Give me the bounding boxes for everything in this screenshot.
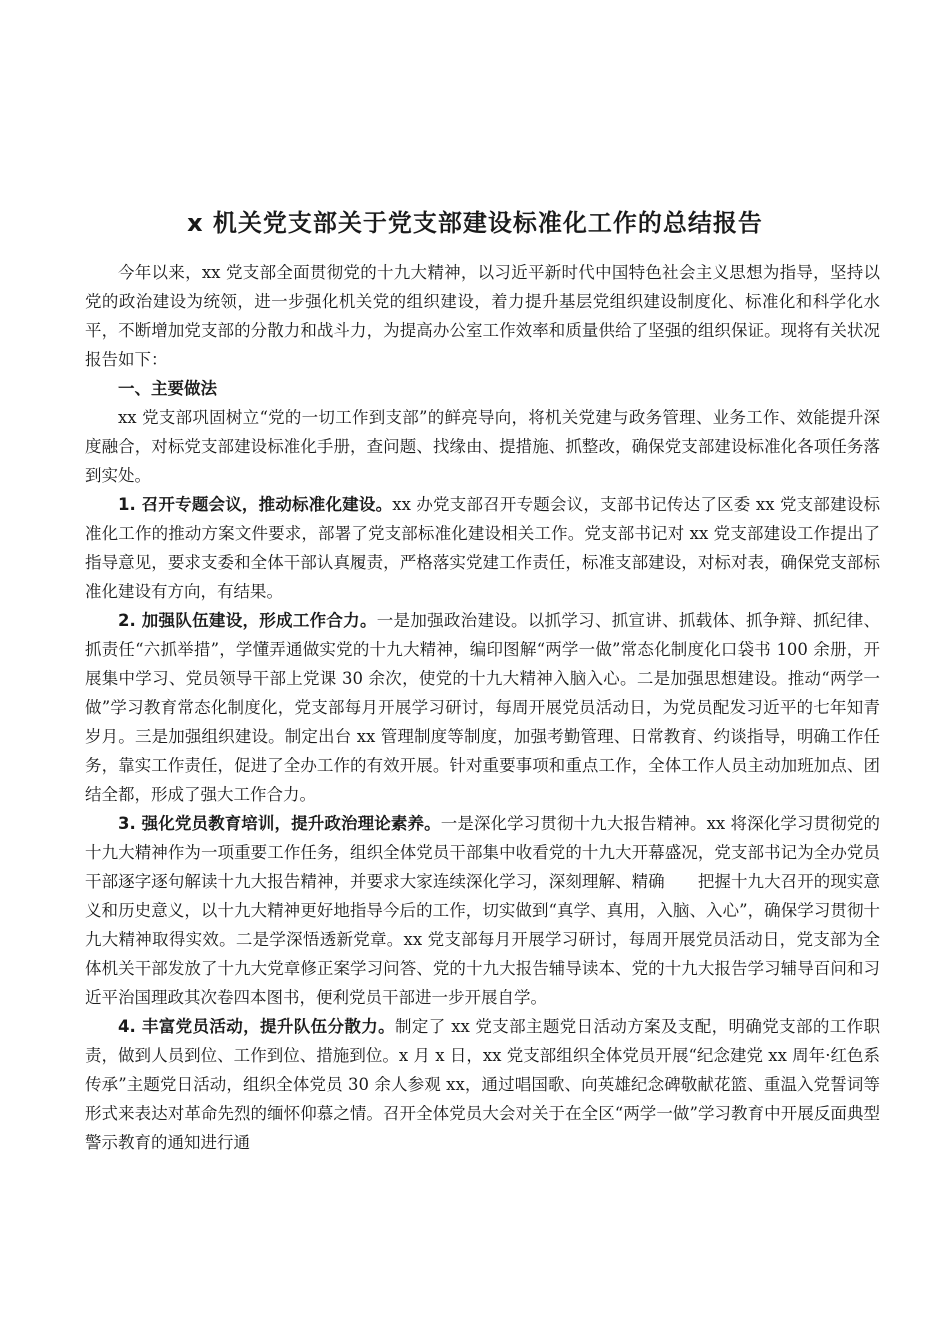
item-2-heading: 2. 加强队伍建设，形成工作合力。 <box>118 611 377 630</box>
item-3-text: 一是深化学习贯彻十九大报告精神。xx 将深化学习贯彻党的十九大精神作为一项重要工作任务，组织全体党员干部集中收看党的十九大开幕盛况，党支部书记为全办党员干部逐字逐句解读十九大报告精神，并要求大家连续深化学习，深刻理解、精确 把握十九大召开的现实意义和历史意义，以十九大精神更好地指导今后的工作，切实做到“真学、真用，入脑、入心”，确保学习贯彻十九大精神取得实效。二是学深悟透新党章。xx 党支部每月开展学习研讨，每周开展党员活动日，党支部为全体机关干部发放了十九大党章修正案学习问答、党的十九大报告辅导读本、党的十九大报告学习辅导百问和习近平治国理政其次卷四本图书，便利党员干部进一步开展自学。 <box>85 814 880 1007</box>
item-1-text: xx 办党支部召开专题会议，支部书记传达了区委 xx 党支部建设标准化工作的推动方案文件要求，部署了党支部标准化建设相关工作。党支部书记对 xx 党支部建设工作提出了指导意见，要求支委和全体干部认真履责，严格落实党建工作责任，标准支部建设，对标对表，确保党支部标准化建设有方向，有结果。 <box>85 495 880 601</box>
item-2-paragraph <box>85 606 880 809</box>
section-intro-paragraph: xx 党支部巩固树立“党的一切工作到支部”的鲜亮导向，将机关党建与政务管理、业务工作、效能提升深度融合，对标党支部建设标准化手册，查问题、找缘由、提措施、抓整改，确保党支部建设标准化各项任务落到实处。 <box>85 408 880 485</box>
item-3-heading: 3. 强化党员教育培训，提升政治理论素养。 <box>118 814 441 833</box>
item-1-heading: 1. 召开专题会议，推动标准化建设。 <box>118 495 393 514</box>
document-title: x 机关党支部关于党支部建设标准化工作的总结报告 <box>187 209 763 237</box>
document-body <box>85 258 880 1157</box>
section-heading: 一、主要做法 <box>118 379 217 398</box>
item-2-text: 一是加强政治建设。以抓学习、抓宣讲、抓载体、抓争辩、抓纪律、抓责任“六抓举措”，学懂弄通做实党的十九大精神，编印图解“两学一做”常态化制度化口袋书 100 余册，开展集中学习、党员领导干部上党课 30 余次，使党的十九大精神入脑入心。二是加强思想建设。推动“两学一做”学习教育常态化制度化，党支部每月开展学习研讨，每周开展党员活动日，为党员配发习近平的七年知青岁月。三是加强组织建设。制定出台 xx 管理制度等制度，加强考勤管理、日常教育、约谈指导，明确工作任务，靠实工作责任，促进了全办工作的有效开展。针对重要事项和重点工作，全体工作人员主动加班加点、团结全都，形成了强大工作合力。 <box>85 611 881 804</box>
item-4-heading: 4. 丰富党员活动，提升队伍分散力。 <box>118 1017 395 1036</box>
item-1-paragraph <box>85 490 880 606</box>
item-3-paragraph <box>85 809 880 1012</box>
item-4-paragraph <box>85 1012 880 1157</box>
intro-paragraph: 今年以来，xx 党支部全面贯彻党的十九大精神，以习近平新时代中国特色社会主义思想为指导，坚持以党的政治建设为统领，进一步强化机关党的组织建设，着力提升基层党组织建设制度化、标准化和科学化水平，不断增加党支部的分散力和战斗力，为提高办公室工作效率和质量供给了坚强的组织保证。现将有关状况报告如下： <box>85 263 880 369</box>
item-4-text: 制定了 xx 党支部主题党日活动方案及支配，明确党支部的工作职责，做到人员到位、工作到位、措施到位。x 月 x 日，xx 党支部组织全体党员开展“纪念建党 xx 周年·红色系传承”主题党日活动，组织全体党员 30 余人参观 xx，通过唱国歌、向英雄纪念碑敬献花篮、重温入党誓词等形式来表达对革命先烈的缅怀仰慕之情。召开全体党员大会对关于在全区“两学一做”学习教育中开展反面典型警示教育的通知进行通 <box>85 1017 880 1152</box>
